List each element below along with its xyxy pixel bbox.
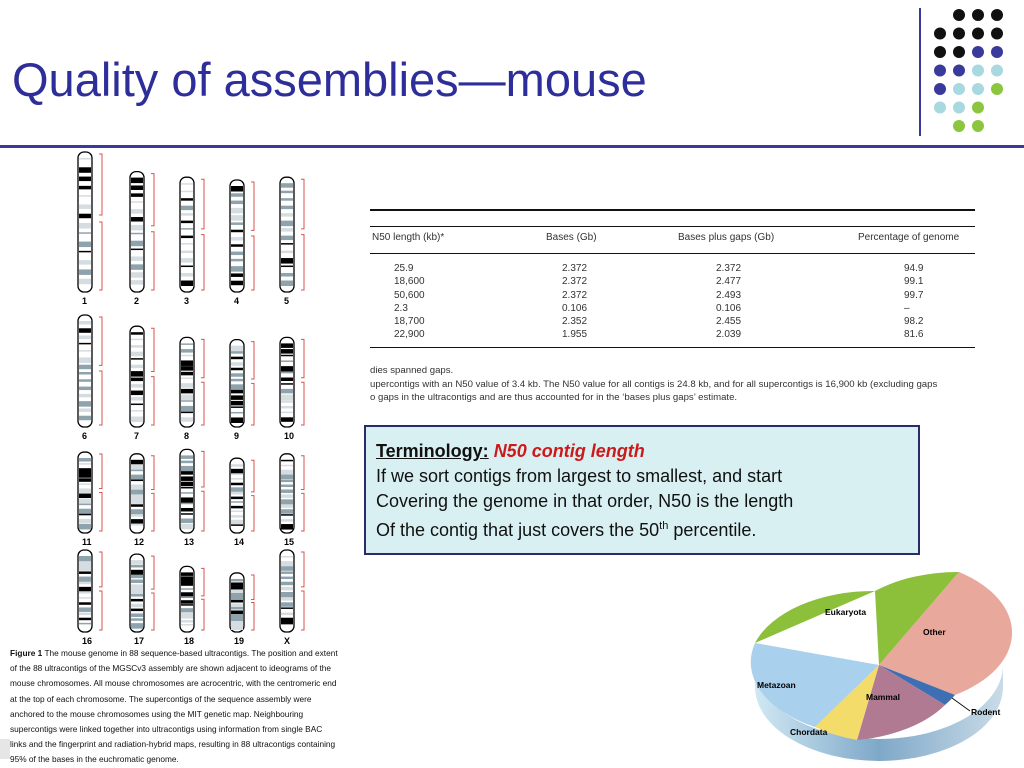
- pie-label-rodent: Rodent: [971, 707, 1001, 717]
- chromosome-number: 19: [234, 636, 245, 646]
- table-header-cell: Bases (Gb): [546, 232, 597, 243]
- decor-dot: [953, 83, 965, 95]
- decor-dot: [972, 9, 984, 21]
- table-cell: 2.493: [716, 289, 742, 301]
- table-cell: 81.6: [904, 329, 924, 341]
- table-cell: 2.455: [716, 316, 742, 328]
- chromosome-number: 17: [134, 636, 145, 646]
- chromosome-number: 3: [184, 296, 190, 306]
- chromosome-number: 12: [134, 537, 145, 547]
- chromosome-11: [78, 452, 102, 547]
- table-cell: 2.352: [562, 316, 588, 328]
- table-cell: 98.2: [904, 316, 924, 328]
- decor-dot: [972, 65, 984, 77]
- decor-dot: [934, 65, 946, 77]
- table-cell: 22,900: [394, 329, 425, 341]
- taxonomy-pie-chart: [745, 565, 1015, 768]
- pie-label-mammal: Mammal: [866, 692, 901, 702]
- table-cell: 2.477: [716, 276, 742, 288]
- chromosome-16: [78, 550, 102, 646]
- chromosome-number: X: [284, 636, 291, 646]
- chromosome-6: [78, 315, 102, 441]
- decor-dot: [953, 28, 965, 40]
- table-cell: 2.372: [562, 263, 588, 274]
- decor-dot: [953, 65, 965, 77]
- chromosome-number: 7: [134, 431, 140, 441]
- chromosome-number: 6: [82, 431, 88, 441]
- chromosome-4: [230, 180, 254, 306]
- chromosome-number: 4: [234, 296, 240, 306]
- table-cell: 2.372: [716, 263, 742, 274]
- table-header-cell: Percentage of genome: [858, 232, 960, 243]
- figure-caption-line: anchored to the mouse chromosomes using the MIT genetic map. Neighbouring: [10, 708, 304, 719]
- table-row: [370, 275, 975, 288]
- pie-label-metazoan: Metazoan: [757, 680, 796, 690]
- decor-dot: [972, 28, 984, 40]
- table-cell: 2.372: [562, 276, 588, 288]
- chromosome-10: [280, 337, 304, 441]
- decor-dot: [953, 102, 965, 114]
- table-footnote: dies spanned gaps.: [370, 365, 454, 376]
- decor-dot: [972, 120, 984, 132]
- title-divider: [0, 145, 1024, 148]
- figure-caption-line: mouse chromosomes. All mouse chromosomes are acrocentric, with the centromeric end: [10, 678, 337, 689]
- decor-dot: [953, 46, 965, 58]
- figure-caption: [10, 646, 368, 768]
- chromosome-number: 9: [234, 431, 240, 441]
- table-top-rule: [370, 209, 975, 211]
- figure-caption-line: at the top of each chromosome. The supercontigs of the sequence assembly were: [10, 693, 312, 704]
- decor-dot: [934, 28, 946, 40]
- decor-dot: [953, 9, 965, 21]
- chromosome-3: [180, 177, 204, 306]
- slide-corner-mark: [0, 739, 10, 759]
- decor-dot: [953, 120, 965, 132]
- chromosome-number: 2: [134, 296, 140, 306]
- decor-dot: [972, 102, 984, 114]
- pie-leader-rodent: [952, 698, 970, 711]
- table-cell: 50,600: [394, 289, 425, 301]
- terminology-line: If we sort contigs from largest to smallest, and start: [376, 466, 783, 486]
- chromosome-X: [280, 550, 304, 646]
- terminology-line: Covering the genome in that order, N50 is the length: [376, 491, 794, 511]
- table-row: [370, 262, 975, 275]
- chromosome-number: 13: [184, 537, 195, 547]
- decor-vertical-line: [919, 8, 921, 136]
- table-cell: 99.7: [904, 289, 924, 301]
- table-cell: 18,700: [394, 316, 425, 328]
- table-header-cell: Bases plus gaps (Gb): [678, 232, 775, 243]
- table-cell: 0.106: [716, 302, 742, 314]
- table-body: [370, 262, 975, 342]
- chromosome-number: 11: [82, 537, 92, 547]
- terminology-box: [364, 425, 920, 555]
- table-cell: 2.3: [394, 302, 408, 314]
- terminology-heading: Terminology:: [376, 441, 489, 461]
- table-cell: 25.9: [394, 263, 414, 274]
- table-header-bottom-rule: [370, 253, 975, 254]
- chromosome-18: [180, 566, 204, 646]
- chromosome-17: [130, 554, 154, 646]
- pie-label-chordata: Chordata: [790, 727, 828, 737]
- table-cell: 18,600: [394, 276, 425, 288]
- table-cell: –: [904, 302, 910, 314]
- table-row: [370, 328, 975, 341]
- chromosome-14: [230, 458, 254, 547]
- chromosome-number: 18: [184, 636, 195, 646]
- chromosome-2: [130, 172, 154, 306]
- table-footnotes: [370, 364, 990, 405]
- pie-label-other: Other: [923, 627, 946, 637]
- figure-caption-line: 95% of the bases in the euchromatic genome.: [10, 754, 179, 765]
- chromosome-number: 15: [284, 537, 295, 547]
- table-row: [370, 289, 975, 302]
- figure-caption-line: of the 88 ultracontigs of the MGSCv3 assembly are shown adjacent to ideograms of the: [10, 663, 331, 674]
- chromosome-15: [280, 454, 304, 547]
- table-footnote: upercontigs with an N50 value of 3.4 kb. The N50 value for all contigs is 24.8 kb, and for all supercontigs is 16,900 kb (excluding gaps: [370, 378, 938, 390]
- table-row: [370, 302, 975, 315]
- chromosome-5: [280, 177, 304, 306]
- table-row: [370, 315, 975, 328]
- chromosome-19: [230, 573, 254, 646]
- decor-dot: [934, 102, 946, 114]
- decor-dot: [972, 46, 984, 58]
- terminology-term: N50 contig length: [493, 441, 645, 461]
- chromosome-8: [180, 337, 204, 441]
- decor-dot: [991, 28, 1003, 40]
- chromosome-13: [180, 449, 204, 547]
- table-cell: 2.372: [562, 289, 588, 301]
- chromosome-number: 1: [82, 296, 88, 306]
- table-cell: 99.1: [904, 276, 924, 288]
- decor-dot: [991, 83, 1003, 95]
- chromosome-ideogram-figure: [60, 150, 360, 646]
- chromosome-7: [130, 326, 154, 441]
- table-cell: 0.106: [562, 302, 588, 314]
- chromosome-1: [78, 152, 102, 306]
- figure-caption-line: links and the fingerprint and radiation-hybrid maps, resulting in 88 ultracontigs containing: [10, 739, 336, 750]
- chromosome-number: 14: [234, 537, 245, 547]
- decor-dot: [934, 83, 946, 95]
- decor-dot: [972, 83, 984, 95]
- chromosome-number: 5: [284, 296, 290, 306]
- slide-title: Quality of assemblies—mouse: [12, 53, 647, 106]
- table-cell: 1.955: [562, 329, 588, 341]
- table-header-cell: N50 length (kb)*: [372, 232, 445, 243]
- figure-caption-line: supercontigs were linked together into ultracontigs using information from single BAC: [10, 724, 323, 735]
- terminology-line: Of the contig that just covers the 50th percentile.: [376, 520, 757, 540]
- figure-caption-line: The mouse genome in 88 sequence-based ultracontigs. The position and extent: [44, 648, 338, 658]
- decor-dot: [991, 9, 1003, 21]
- figure-caption-label: Figure 1: [10, 648, 43, 658]
- decor-dot: [934, 46, 946, 58]
- table-header-top-rule: [370, 226, 975, 227]
- chromosome-12: [130, 454, 154, 547]
- chromosome-9: [230, 340, 254, 441]
- chromosome-number: 10: [284, 431, 295, 441]
- chromosome-number: 16: [82, 636, 93, 646]
- decor-dot: [991, 46, 1003, 58]
- table-cell: 94.9: [904, 263, 924, 274]
- table-footnote: o gaps in the ultracontigs and are thus accounted for in the ‘bases plus gaps’ estimate.: [370, 392, 738, 403]
- decor-dot-grid: [930, 8, 1024, 138]
- decor-dot: [991, 65, 1003, 77]
- pie-label-eukaryota: Eukaryota: [825, 607, 867, 617]
- table-cell: 2.039: [716, 329, 742, 341]
- chromosome-number: 8: [184, 431, 190, 441]
- table-bottom-rule: [370, 347, 975, 348]
